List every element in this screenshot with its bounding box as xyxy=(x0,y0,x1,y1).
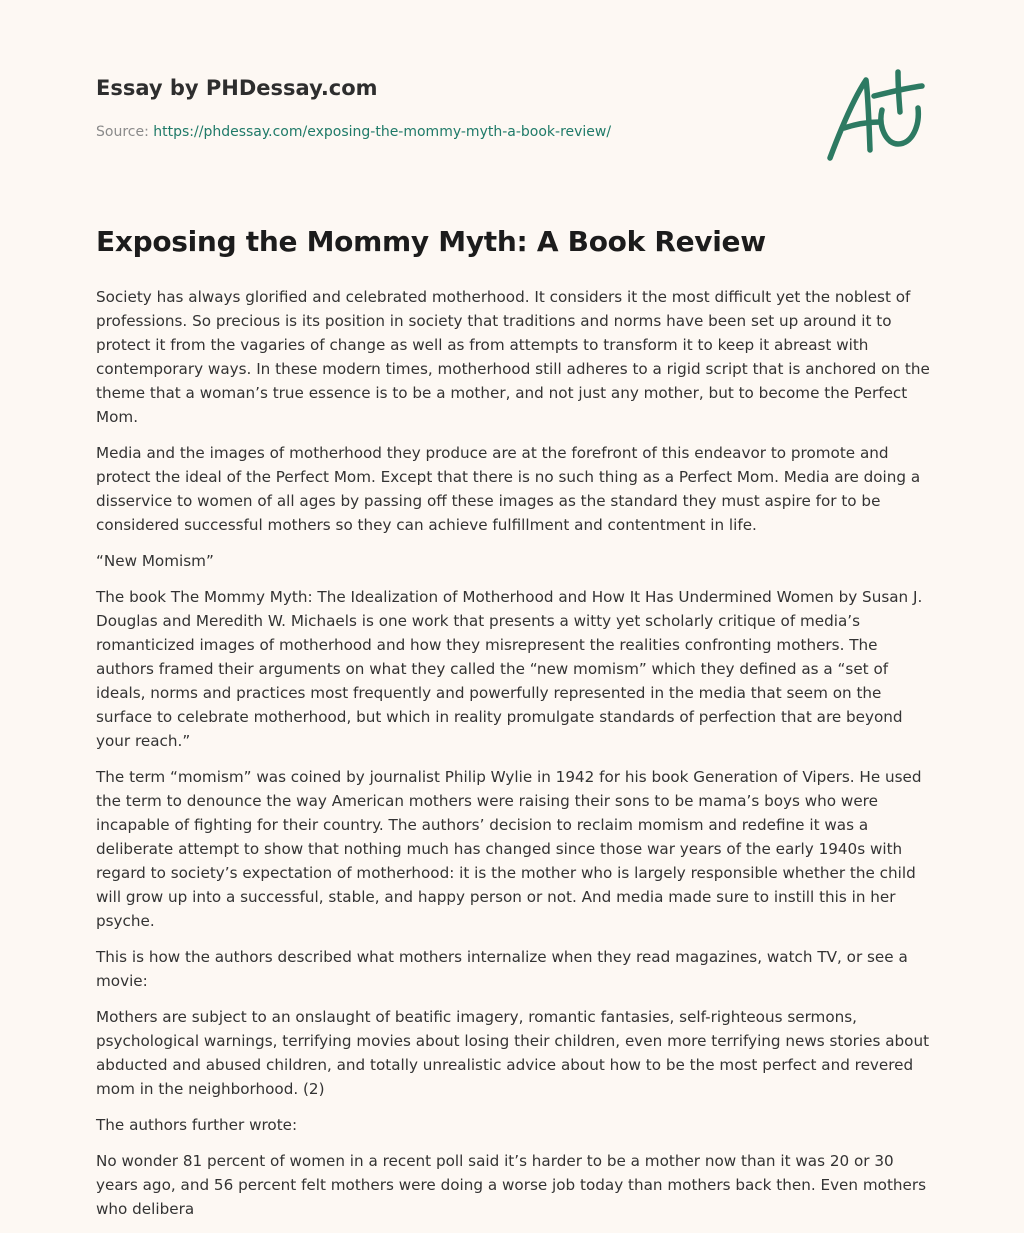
article-body xyxy=(96,285,932,1233)
quote-paragraph: No wonder 81 percent of women in a recent poll said it’s harder to be a mother now than it was 20 or 30 years ago, and 56 percent felt mothers were doing a worse job today than mothers back then. Even mothers who delibera xyxy=(96,1152,927,1218)
article-title: Exposing the Mommy Myth: A Book Review xyxy=(96,225,766,258)
site-brand: Essay by PHDessay.com xyxy=(96,76,378,100)
source-line xyxy=(96,124,611,140)
paragraph: The book The Mommy Myth: The Idealization of Motherhood and How It Has Undermined Women by Susan J. Douglas and Meredith W. Michaels is one work that presents a witty yet scholarly critique of media’s romanticized images of motherhood and how they misrepresent the realities confronting mothers. The authors framed their arguments on what they called the “new momism” which they defined as a “set of ideals, norms and practices most frequently and powerfully represented in the media that seem on the surface to celebrate motherhood, but which in reality promulgate standards of perfection that are beyond your reach.” xyxy=(96,588,923,750)
paragraph: This is how the authors described what mothers internalize when they read magazines, watch TV, or see a movie: xyxy=(96,948,908,990)
quote-paragraph: Mothers are subject to an onslaught of beatific imagery, romantic fantasies, self-righteous sermons, psychological warnings, terrifying movies about losing their children, even more terrifying news stories about abducted and abused children, and totally unrealistic advice about how to be the most perfect and revered mom in the neighborhood. (2) xyxy=(96,1008,930,1098)
paragraph: Society has always glorified and celebrated motherhood. It considers it the most difficult yet the noblest of professions. So precious is its position in society that traditions and norms have been set up around it to protect it from the vagaries of change as well as from attempts to transform it to keep it abreast with contemporary ways. In these modern times, motherhood still adheres to a rigid script that is anchored on the theme that a woman’s true essence is to be a mother, and not just any mother, but to become the Perfect Mom. xyxy=(96,288,930,426)
section-heading: “New Momism” xyxy=(96,552,214,570)
paragraph: The term “momism” was coined by journalist Philip Wylie in 1942 for his book Generation of Vipers. He used the term to denounce the way American mothers were raising their sons to be mama’s boys who were incapable of fighting for their country. The authors’ decision to reclaim momism and redefine it was a deliberate attempt to show that nothing much has changed since those war years of the early 1940s with regard to society’s expectation of motherhood: it is the mother who is largely responsible whether the child will grow up into a successful, stable, and happy person or not. And media made sure to instill this in her psyche. xyxy=(96,768,922,930)
source-link[interactable]: https://phdessay.com/exposing-the-mommy-myth-a-book-review/ xyxy=(153,124,612,140)
paragraph: Media and the images of motherhood they produce are at the forefront of this endeavor to promote and protect the ideal of the Perfect Mom. Except that there is no such thing as a Perfect Mom. Media are doing a disservice to women of all ages by passing off these images as the standard they must aspire for to be considered successful mothers so they can achieve fulfillment and contentment in life. xyxy=(96,444,921,534)
paragraph: The authors further wrote: xyxy=(96,1116,298,1134)
a-plus-grade-icon xyxy=(822,66,926,166)
source-label: Source: xyxy=(96,124,154,140)
